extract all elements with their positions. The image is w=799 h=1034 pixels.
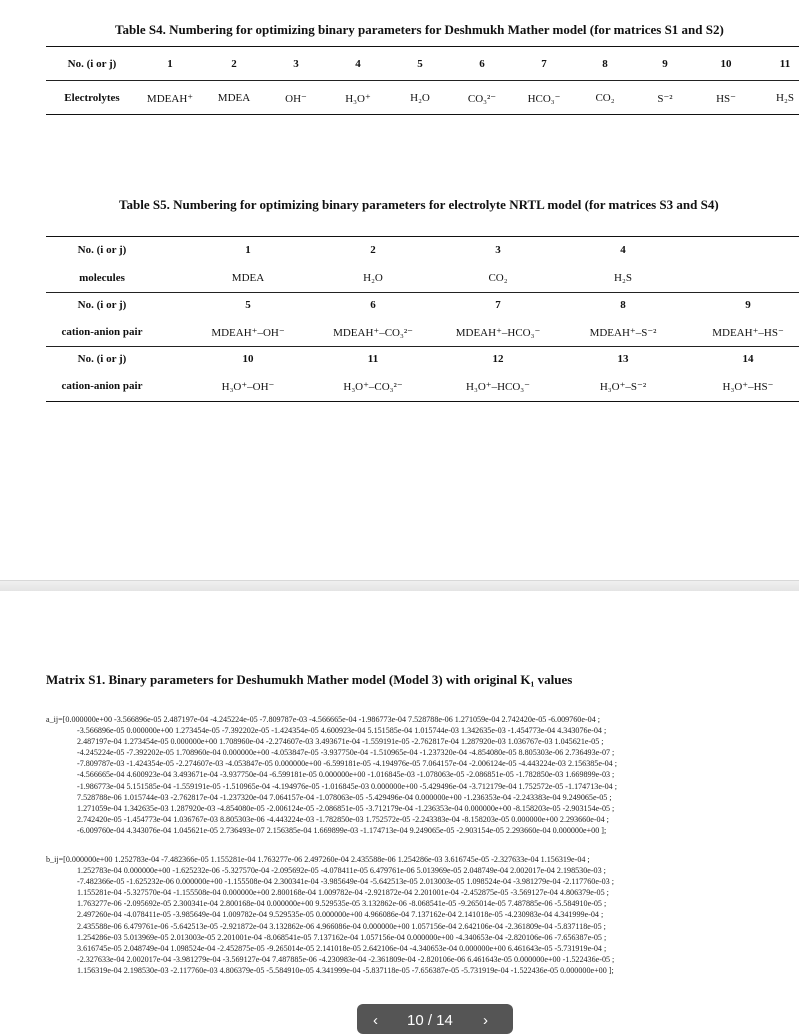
table-s5-cell: H₃O⁺–HCO₃⁻	[466, 381, 530, 393]
table-s4-index-cell: 10	[720, 58, 732, 70]
prev-page-button[interactable]: ‹	[373, 1012, 378, 1029]
table-s4-index-label: No. (i or j)	[67, 58, 117, 70]
matrix-b-ij	[46, 854, 614, 976]
table-s4-index-cell: 8	[602, 58, 608, 70]
table-s4-index-cell: 9	[662, 58, 668, 70]
table-s5-top-rule	[46, 236, 799, 237]
table-s5-cell: 10	[242, 353, 254, 365]
table-s4-species-cell: OH⁻	[285, 93, 307, 105]
matrix-b-ij-line: 1.156319e-04 2.198530e-03 -2.117760e-03 4.806379e-05 -5.584910e-05 4.341999e-04 -5.837118e-05 -7.656387e-05 -5.731919e-04 -1.522436e-05 0.000000e+00 ];	[77, 965, 614, 975]
table-s5-cell: MDEAH⁺–CO₃²⁻	[333, 327, 413, 339]
matrix-a-ij-line: 7.528788e-06 1.015744e-03 -2.762817e-04 -1.237320e-04 7.064157e-04 -1.078063e-05 -5.429496e-04 0.000000e+00 -1.236353e-04 -2.243383e-04 9.249065e-05 ;	[77, 792, 612, 802]
matrix-b-ij-line: 1.155281e-04 -5.327570e-04 -1.155508e-04 0.000000e+00 2.800168e-04 1.009782e-04 -2.921872e-04 2.201001e-04 -2.452875e-05 -3.569127e-04 4.806379e-05 ;	[77, 888, 609, 898]
table-s4-species-cell: MDEA	[217, 92, 251, 104]
table-s5-cell: 1	[245, 244, 251, 256]
matrix-a-ij	[46, 714, 617, 836]
table-s4-species-cell: H₂O	[410, 92, 430, 104]
table-s5-cell: 11	[367, 353, 379, 365]
table-s5-cell: H₂O	[363, 272, 383, 284]
matrix-b-ij-line: -7.482366e-05 -1.625232e-06 0.000000e+00 -1.155508e-04 2.300341e-04 -3.985649e-04 -5.642513e-05 2.013003e-05 1.098524e-04 -3.981279e-04 -2.117760e-03 ;	[77, 877, 615, 887]
table-s5-bottom-rule	[46, 401, 799, 402]
table-s4-species-cell: CO₂	[595, 92, 615, 104]
matrix-a-ij-line: 2.742420e-05 -1.454773e-04 1.036767e-03 8.805303e-06 -4.443224e-03 -1.782850e-03 1.752572e-05 -2.243383e-04 -8.158203e-05 0.000000e+00 2.293660e-04 ;	[77, 814, 609, 824]
matrix-a-ij-line: 1.271059e-04 1.342635e-03 1.287920e-03 -4.854080e-05 -2.006124e-05 -2.086851e-05 -3.712179e-04 -1.236353e-04 0.000000e+00 -8.158203e-05 -2.903154e-05 ;	[77, 803, 615, 813]
table-s5-cell: 3	[495, 244, 501, 256]
table-s5-cell: MDEAH⁺–HCO₃⁻	[455, 327, 541, 339]
table-s5-row-label: cation-anion pair	[61, 326, 143, 338]
table-s5-caption: Table S5. Numbering for optimizing binary parameters for electrolyte NRTL model (for matrices S3 and S4)	[119, 197, 719, 212]
matrix-s1-title: Matrix S1. Binary parameters for Deshumukh Mather model (Model 3) with original K₁ values	[46, 672, 573, 687]
table-s5-cell: H₃O⁺–HS⁻	[722, 381, 774, 393]
table-s5-cell: H₃O⁺–CO₃²⁻	[343, 381, 403, 393]
table-s5-cell: 4	[620, 244, 626, 256]
table-s5-rule-1	[46, 292, 799, 293]
table-s4-index-cell: 7	[541, 58, 547, 70]
table-s5-cell: 7	[495, 299, 501, 311]
table-s4-species-cell: HS⁻	[716, 93, 736, 105]
matrix-b-ij-line: 1.254286e-03 5.013969e-05 2.013003e-05 2.201001e-04 -8.068541e-05 7.137162e-04 1.057156e-04 0.000000e+00 -4.340653e-04 -2.820106e-06 -7.656387e-05 ;	[77, 932, 607, 942]
matrix-a-ij-line: 2.487197e-04 1.273454e-05 0.000000e+00 1.708960e-04 -2.274607e-03 3.493671e-04 -1.559191e-05 -2.762817e-04 1.287920e-03 1.036767e-03 1.045621e-05 ;	[77, 737, 604, 747]
table-s5-cell: MDEAH⁺–S⁻²	[589, 327, 657, 339]
table-s4-species-cell: S⁻²	[657, 93, 673, 105]
table-s5-cell: 6	[370, 299, 376, 311]
table-s4-index-cell: 6	[479, 58, 485, 70]
table-s5-cell: CO₂	[488, 272, 508, 284]
table-s4-species-cell: HCO₃⁻	[527, 93, 561, 105]
matrix-b-ij-line: 1.252783e-04 0.000000e+00 -1.625232e-06 -5.327570e-04 -2.095692e-05 -4.078411e-05 6.479761e-06 5.013969e-05 2.048749e-04 2.002017e-04 2.198530e-03 ;	[77, 866, 606, 876]
matrix-b-ij-line: 2.497260e-04 -4.078411e-05 -3.985649e-04 1.009782e-04 9.529535e-05 0.000000e+00 4.966086e-04 7.137162e-04 2.141018e-05 -4.230983e-04 4.341999e-04 ;	[77, 910, 604, 920]
table-s5-row-label: No. (i or j)	[77, 244, 127, 256]
matrix-a-ij-line: -3.566896e-05 0.000000e+00 1.273454e-05 -7.392202e-05 -1.424354e-05 4.600923e-04 5.151585e-04 1.015744e-03 1.342635e-03 -1.454773e-04 4.343076e-04 ;	[77, 726, 607, 736]
table-s4-index-cell: 5	[417, 58, 423, 70]
table-s5-cell: 8	[620, 299, 626, 311]
matrix-b-ij-line: b_ij=[0.000000e+00 1.252783e-04 -7.482366e-05 1.155281e-04 1.763277e-06 2.497260e-04 2.435588e-06 1.254286e-03 3.616745e-05 -2.327633e-04 1.156319e-04 ;	[46, 855, 590, 864]
table-s5-cell: H₃O⁺–S⁻²	[599, 381, 647, 393]
page-navigator	[357, 1004, 513, 1034]
table-s5-row-label: No. (i or j)	[77, 299, 127, 311]
matrix-b-ij-line: 3.616745e-05 2.048749e-04 1.098524e-04 -2.452875e-05 -9.265014e-05 2.141018e-05 2.642106e-04 -4.340653e-04 0.000000e+00 6.461643e-05 -5.731919e-04 ;	[77, 943, 607, 953]
table-s5-cell: 13	[617, 353, 629, 365]
table-s5-rule-2	[46, 346, 799, 347]
next-page-button[interactable]: ›	[483, 1012, 488, 1029]
table-s5-cell: 9	[745, 299, 751, 311]
table-s5-cell: H₂S	[614, 272, 632, 284]
table-s4-top-rule	[46, 46, 799, 47]
matrix-b-ij-line: -2.327633e-04 2.002017e-04 -3.981279e-04 -3.569127e-04 7.487885e-06 -4.230983e-04 -2.361809e-04 -2.820106e-06 6.461643e-05 0.000000e+00 -1.522436e-05 ;	[77, 954, 615, 964]
page-indicator: 10 / 14	[407, 1012, 453, 1029]
table-s5-cell: 5	[245, 299, 251, 311]
table-s4-bottom-rule	[46, 114, 799, 115]
table-s4-species-cell: CO₃²⁻	[467, 93, 497, 105]
table-s5-cell: 12	[492, 353, 504, 365]
table-s4-index-cell: 3	[293, 58, 299, 70]
matrix-a-ij-line: -7.809787e-03 -1.424354e-05 -2.274607e-03 -4.053847e-05 0.000000e+00 -6.599181e-05 -4.194976e-05 7.064157e-04 -2.006124e-05 -4.443224e-03 2.156385e-04 ;	[77, 759, 618, 769]
table-s4-index-cell: 4	[355, 58, 361, 70]
matrix-a-ij-line: -6.009760e-04 4.343076e-04 1.045621e-05 2.736493e-07 2.156385e-04 1.669899e-03 -1.174713e-04 9.249065e-05 -2.903154e-05 2.293660e-04 0.000000e+00 ];	[77, 825, 607, 835]
table-s4-species-label: Electrolytes	[64, 92, 120, 104]
matrix-b-ij-line: 1.763277e-06 -2.095692e-05 2.300341e-04 2.800168e-04 0.000000e+00 9.529535e-05 3.132862e-06 -8.068541e-05 -9.265014e-05 7.487885e-06 -5.584910e-05 ;	[77, 899, 607, 909]
table-s4-species-cell: H₃O⁺	[345, 93, 371, 105]
page-11-top	[0, 591, 799, 1018]
table-s5-cell: MDEAH⁺–HS⁻	[712, 327, 784, 339]
table-s4-caption: Table S4. Numbering for optimizing binary parameters for Deshmukh Mather model (for matrices S1 and S2)	[115, 22, 724, 37]
table-s4-species-cell: MDEAH⁺	[146, 93, 194, 105]
matrix-a-ij-line: -4.245224e-05 -7.392202e-05 1.708960e-04 0.000000e+00 -4.053847e-05 -3.937750e-04 -1.510965e-04 -1.237320e-04 -4.854080e-05 8.805303e-06 2.736493e-07 ;	[77, 748, 615, 758]
matrix-a-ij-line: a_ij=[0.000000e+00 -3.566896e-05 2.487197e-04 -4.245224e-05 -7.809787e-03 -4.566665e-04 -1.986773e-04 7.528788e-06 1.271059e-04 2.742420e-05 -6.009760e-04 ;	[46, 715, 601, 724]
table-s4-mid-rule	[46, 80, 799, 81]
table-s5-cell: H₃O⁺–OH⁻	[221, 381, 275, 393]
table-s4-index-cell: 1	[167, 58, 173, 70]
matrix-b-ij-line: 2.435588e-06 6.479761e-06 -5.642513e-05 -2.921872e-04 3.132862e-06 4.966086e-04 0.000000e+00 1.057156e-04 2.642106e-04 -2.361809e-04 -5.837118e-05 ;	[77, 921, 606, 931]
table-s5-cell: 2	[370, 244, 376, 256]
matrix-a-ij-line: -4.566665e-04 4.600923e-04 3.493671e-04 -3.937750e-04 -6.599181e-05 0.000000e+00 -1.016845e-03 -1.078063e-05 -2.086851e-05 -1.782850e-03 1.669899e-03 ;	[77, 770, 615, 780]
table-s5-cell: 14	[742, 353, 754, 365]
table-s4-index-cell: 11	[779, 58, 791, 70]
table-s5-row-label: cation-anion pair	[61, 380, 143, 392]
table-s5-cell: MDEAH⁺–OH⁻	[211, 327, 285, 339]
matrix-a-ij-line: -1.986773e-04 5.151585e-04 -1.559191e-05 -1.510965e-04 -4.194976e-05 -1.016845e-03 0.000000e+00 -5.429496e-04 -3.712179e-04 1.752572e-05 -1.174713e-04 ;	[77, 781, 618, 791]
table-s5-cell: MDEA	[231, 272, 265, 284]
table-s5-row-label: No. (i or j)	[77, 353, 127, 365]
table-s4-species-cell: H₂S	[776, 92, 794, 104]
table-s5-row-label: molecules	[79, 272, 125, 284]
table-s4-index-cell: 2	[231, 58, 237, 70]
